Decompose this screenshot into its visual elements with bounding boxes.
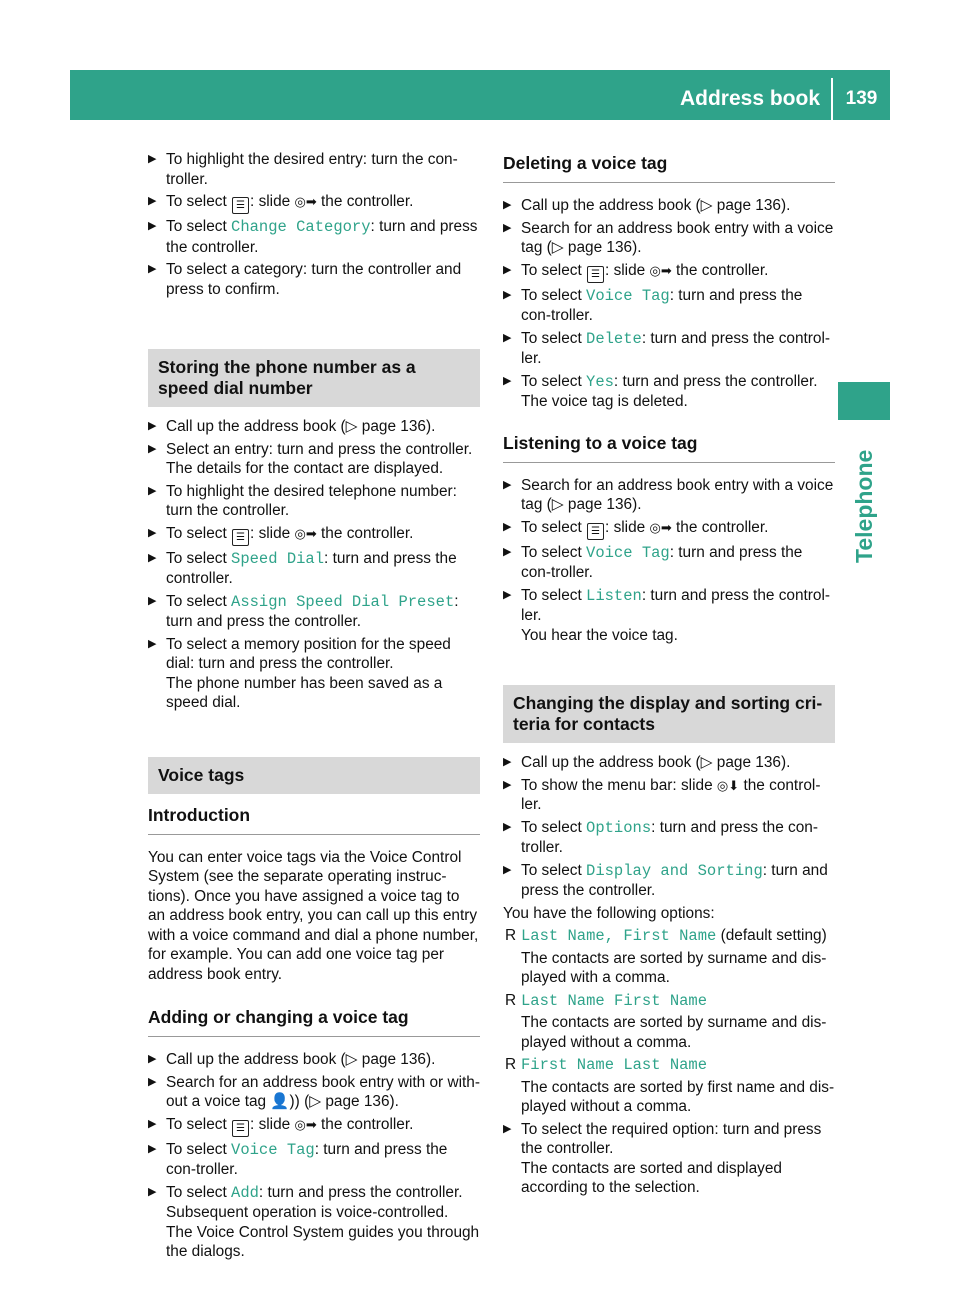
step: ▶ Call up the address book (▷ page 136). (148, 1051, 436, 1068)
step: ▶ To select Voice Tag: turn and press the con-troller. (503, 543, 803, 581)
menu-icon: ☰ (232, 1120, 249, 1137)
option-last-name-first-name: Last Name First Name (521, 991, 708, 1010)
step-arrow-icon: ▶ (148, 220, 157, 232)
section-tab-marker (838, 382, 890, 420)
step-arrow-icon: ▶ (148, 1053, 157, 1065)
option-item: R Last Name First Name The contacts are sorted by surname and dis-played without a comma. (505, 991, 827, 1051)
menu-item-add: Add (231, 1183, 259, 1202)
step-arrow-icon: ▶ (503, 863, 512, 876)
step-arrow-icon: ▶ (148, 1142, 157, 1155)
menu-item-display-and-sorting: Display and Sorting (586, 861, 763, 880)
option-first-name-last-name: First Name Last Name (521, 1056, 708, 1074)
bullet-icon: R (505, 927, 517, 944)
intro-paragraph: You can enter voice tags via the Voice Control System (see the separate operating instruc-tions). Once you have assigned a voice tag to an address book entry, you can call up this entry with a voice command and dial a phone number, for example. You can add one voice tag per address book entry. (148, 848, 479, 983)
step-arrow-icon: ▶ (503, 374, 512, 387)
options-intro: You have the following options: (503, 904, 715, 922)
menu-item-change-category: Change Category (231, 218, 371, 236)
step: ▶ To select Yes: turn and press the controller. The voice tag is deleted. (503, 372, 818, 410)
left-column (148, 150, 480, 1265)
step: ▶ To select Delete: turn and press the control-ler. (503, 329, 831, 367)
step: ▶ To select Speed Dial: turn and press the controller. (148, 549, 457, 587)
menu-item-voice-tag: Voice Tag (586, 543, 670, 562)
step-arrow-icon: ▶ (503, 520, 512, 533)
step-arrow-icon: ▶ (503, 331, 512, 344)
step: ▶ To select ☰ : slide ◎➡ the controller. (148, 1115, 480, 1137)
option-last-name-first-name-comma: Last Name, First Name (521, 927, 717, 945)
menu-icon: ☰ (232, 197, 249, 214)
page-number: 139 (845, 88, 878, 109)
step-arrow-icon: ▶ (148, 1185, 157, 1198)
step-arrow-icon: ▶ (148, 484, 157, 497)
section-heading-voice-tags: Voice tags (148, 757, 480, 794)
subheading-add-voice-tag: Adding or changing a voice tag (148, 1006, 480, 1037)
step: ▶ Search for an address book entry with or with-out a voice tag 👤)) (▷ page 136). (148, 1073, 480, 1110)
step: ▶ To select Display and Sorting: turn and press the controller. (503, 861, 828, 899)
step: ▶ Call up the address book (▷ page 136). (148, 418, 436, 435)
step: ▶ To select Options: turn and press the con-troller. (503, 818, 818, 856)
menu-item-delete: Delete (586, 329, 642, 348)
step-arrow-icon: ▶ (148, 526, 157, 539)
menu-item-assign-speed-dial-preset: Assign Speed Dial Preset (231, 592, 455, 611)
menu-item-voice-tag: Voice Tag (586, 286, 670, 305)
step: ▶ To select ☰ : slide ◎➡ the controller. (148, 192, 480, 214)
step: ▶ To select Voice Tag: turn and press the con-troller. (503, 286, 803, 324)
menu-icon: ☰ (587, 266, 604, 283)
bullet-icon: R (505, 991, 517, 1009)
subheading-listen-voice-tag: Listening to a voice tag (503, 432, 835, 463)
step-arrow-icon: ▶ (503, 478, 512, 491)
step: ▶ To select a category: turn the controller and press to confirm. (148, 261, 462, 298)
menu-item-options: Options (586, 818, 652, 837)
step-arrow-icon: ▶ (148, 195, 157, 207)
step-arrow-icon: ▶ (148, 637, 157, 650)
menu-item-yes: Yes (586, 372, 614, 391)
section-label: Telephone (851, 450, 877, 564)
subheading-delete-voice-tag: Deleting a voice tag (503, 152, 835, 183)
step-arrow-icon: ▶ (503, 545, 512, 558)
page-header (70, 70, 890, 120)
header-title: Address book (679, 87, 820, 110)
step: ▶ To select a memory position for the speed dial: turn and press the controller. The phone number has been saved as a speed dial. (148, 635, 451, 711)
step: ▶ To show the menu bar: slide ◎⬇ the control-ler. (503, 776, 821, 813)
step: ▶ Call up the address book (▷ page 136). (503, 754, 791, 771)
step: ▶ To select ☰ : slide ◎➡ the controller. (148, 524, 480, 546)
step-arrow-icon: ▶ (503, 588, 512, 601)
controller-slide-right-icon: ◎➡ (649, 519, 672, 535)
voice-tag-icon: 👤)) (270, 1093, 300, 1110)
step-arrow-icon: ▶ (148, 594, 157, 607)
step-arrow-icon: ▶ (503, 288, 512, 301)
step-arrow-icon: ▶ (148, 153, 157, 165)
bullet-icon: R (505, 1056, 517, 1073)
step: ▶ Select an entry: turn and press the controller. The details for the contact are displayed. (148, 440, 473, 477)
controller-slide-right-icon: ◎➡ (649, 262, 672, 278)
controller-slide-down-icon: ◎⬇ (716, 777, 740, 793)
step: ▶ To select Voice Tag: turn and press the con-troller. (148, 1140, 448, 1178)
step: ▶ To select Add: turn and press the controller. Subsequent operation is voice-controlled. The Voice Control System guides you through the dialogs. (148, 1183, 480, 1260)
step-arrow-icon: ▶ (503, 199, 512, 211)
menu-icon: ☰ (232, 529, 249, 546)
step-arrow-icon: ▶ (148, 442, 157, 455)
menu-item-voice-tag: Voice Tag (231, 1140, 315, 1159)
menu-item-speed-dial: Speed Dial (231, 549, 325, 568)
step: ▶ To select the required option: turn and press the controller. The contacts are sorted and displayed according to the selection. (503, 1120, 822, 1196)
step: ▶ To select Change Category: turn and press the controller. (148, 218, 478, 256)
step-arrow-icon: ▶ (148, 551, 157, 564)
step: ▶ To select ☰ : slide ◎➡ the controller. (503, 518, 835, 540)
option-item: R Last Name, First Name (default setting) The contacts are sorted by surname and dis-played with a comma. (505, 927, 827, 986)
step-arrow-icon: ▶ (503, 820, 512, 833)
step-arrow-icon: ▶ (148, 1117, 157, 1130)
step-arrow-icon: ▶ (503, 1122, 512, 1135)
controller-slide-right-icon: ◎➡ (294, 194, 317, 209)
step-arrow-icon: ▶ (503, 263, 512, 276)
section-heading-speed-dial: Storing the phone number as a speed dial number (148, 349, 480, 407)
right-column (503, 150, 835, 1201)
step: ▶ Call up the address book (▷ page 136). (503, 197, 791, 214)
step: ▶ To select Assign Speed Dial Preset: turn and press the controller. (148, 592, 459, 630)
section-heading-display-sorting: Changing the display and sorting cri-teria for contacts (503, 685, 835, 743)
step-arrow-icon: ▶ (148, 263, 157, 275)
step: ▶ To select Listen: turn and press the control-ler. You hear the voice tag. (503, 586, 831, 644)
controller-slide-right-icon: ◎➡ (294, 525, 317, 541)
step: ▶ Search for an address book entry with a voice tag (▷ page 136). (503, 476, 834, 513)
controller-slide-right-icon: ◎➡ (294, 1116, 317, 1132)
step: ▶ To highlight the desired entry: turn the con-troller. (148, 151, 458, 188)
option-item: R First Name Last Name The contacts are sorted by first name and dis-played without a comma. (505, 1056, 835, 1115)
step-arrow-icon: ▶ (503, 756, 512, 768)
step-arrow-icon: ▶ (148, 1075, 157, 1088)
step: ▶ To select ☰ : slide ◎➡ the controller. (503, 261, 835, 283)
step-arrow-icon: ▶ (503, 221, 512, 234)
subheading-introduction: Introduction (148, 804, 480, 835)
step-arrow-icon: ▶ (148, 420, 157, 432)
step: ▶ To highlight the desired telephone number: turn the controller. (148, 482, 457, 519)
menu-icon: ☰ (587, 523, 604, 540)
step: ▶ Search for an address book entry with a voice tag (▷ page 136). (503, 219, 834, 256)
menu-item-listen: Listen (586, 586, 642, 605)
step-arrow-icon: ▶ (503, 778, 512, 791)
